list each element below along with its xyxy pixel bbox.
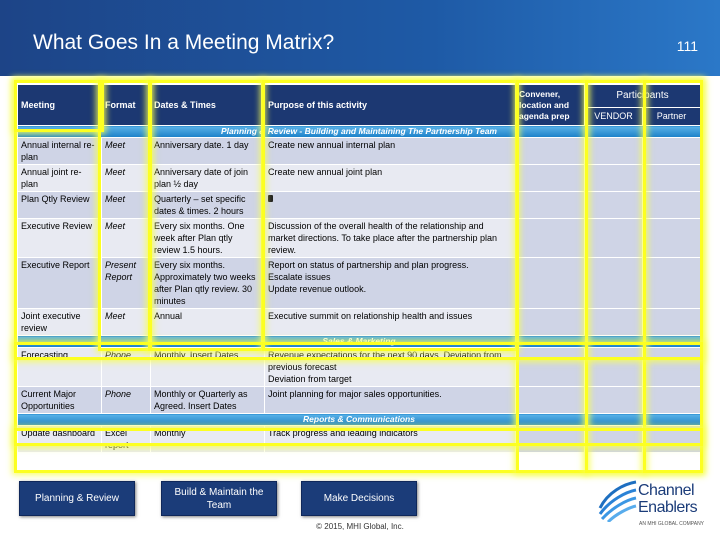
cell-purpose — [265, 192, 516, 219]
table-row — [18, 258, 701, 309]
purpose-line: Deviation from target — [268, 374, 352, 384]
cell-purpose — [265, 258, 516, 309]
cell-dates: Anniversary date of join plan ½ day — [151, 165, 265, 192]
table-row — [18, 219, 701, 258]
cell-purpose: Joint planning for major sales opportunities. — [265, 387, 516, 414]
cell-dates: Anniversary date. 1 day — [151, 138, 265, 165]
cell-dates: Annual — [151, 309, 265, 336]
cell-format: Phone — [102, 348, 151, 387]
cell-meeting: Executive Review — [18, 219, 102, 258]
cell-meeting: Update dashboard — [18, 426, 102, 453]
logo-wordmark: Channel Enablers — [638, 482, 698, 516]
cursor-icon — [268, 195, 273, 202]
purpose-line: Report on status of partnership and plan progress. — [268, 260, 469, 270]
header-meeting: Meeting — [18, 85, 102, 126]
header-dates: Dates & Times — [151, 85, 265, 126]
header-partner: Partner — [643, 107, 701, 125]
cell-format: Meet — [102, 219, 151, 258]
cell-format: Meet — [102, 138, 151, 165]
copyright-text: © 2015, MHI Global, Inc. — [316, 522, 404, 531]
cell-purpose — [265, 348, 516, 387]
table-row — [18, 426, 701, 453]
cell-format: Meet — [102, 165, 151, 192]
cell-meeting: Forecasting — [18, 348, 102, 387]
cell-format: Present Report — [102, 258, 151, 309]
cell-meeting: Joint executive review — [18, 309, 102, 336]
cell-meeting: Current Major Opportunities — [18, 387, 102, 414]
table-row — [18, 309, 701, 336]
meeting-matrix-table — [17, 84, 700, 470]
table-row — [18, 165, 701, 192]
cell-dates: Every six months. Approximately two weeks after Plan qtly review. 30 minutes — [151, 258, 265, 309]
cell-dates: Quarterly – set specific dates & times. 2 hours — [151, 192, 265, 219]
logo-tagline: AN MHI GLOBAL COMPANY — [639, 521, 705, 527]
purpose-line: Revenue expectations for the next 90 days. Deviation from previous forecast — [268, 350, 502, 372]
cell-purpose: Create new annual joint plan — [265, 165, 516, 192]
section-sales-marketing: Sales & Marketing — [18, 336, 701, 348]
cell-format: Phone — [102, 387, 151, 414]
header-purpose: Purpose of this activity — [265, 85, 516, 126]
cell-purpose: Discussion of the overall health of the relationship and market directions. To take place after the partnership plan review. — [265, 219, 516, 258]
table-row — [18, 192, 701, 219]
cell-dates: Monthly — [151, 426, 265, 453]
header-vendor: VENDOR — [585, 107, 643, 125]
cell-purpose: Track progress and leading indicators — [265, 426, 516, 453]
cell-dates: Monthly or Quarterly as Agreed. Insert Dates — [151, 387, 265, 414]
make-decisions-button[interactable]: Make Decisions — [301, 481, 417, 516]
slide-title: What Goes In a Meeting Matrix? — [33, 31, 335, 54]
header-convener: Convener, location and agenda prep — [516, 85, 585, 126]
table-row — [18, 138, 701, 165]
cell-meeting: Plan Qtly Review — [18, 192, 102, 219]
cell-format: Meet — [102, 309, 151, 336]
cell-meeting: Annual internal re-plan — [18, 138, 102, 165]
section-planning-review: Planning & Review - Building and Maintaining The Partnership Team — [18, 126, 701, 138]
header-participants: Participants — [585, 85, 701, 108]
purpose-line: Escalate issues — [268, 272, 331, 282]
section-reports-communications: Reports & Communications — [18, 414, 701, 426]
build-maintain-team-button[interactable]: Build & Maintain the Team — [161, 481, 277, 516]
slide-number: 111 — [676, 38, 698, 54]
channel-enablers-logo — [598, 478, 708, 530]
cell-purpose: Executive summit on relationship health and issues — [265, 309, 516, 336]
planning-review-button[interactable]: Planning & Review — [19, 481, 135, 516]
cell-format: Meet — [102, 192, 151, 219]
cell-purpose: Create new annual internal plan — [265, 138, 516, 165]
cell-meeting: Executive Report — [18, 258, 102, 309]
cell-dates: Every six months. One week after Plan qtly review 1.5 hours. — [151, 219, 265, 258]
cell-format: Excel report — [102, 426, 151, 453]
cell-meeting: Annual joint re-plan — [18, 165, 102, 192]
globe-lines-icon — [598, 478, 638, 522]
table-row — [18, 348, 701, 387]
table-row — [18, 387, 701, 414]
purpose-line: Update revenue outlook. — [268, 284, 367, 294]
header-format: Format — [102, 85, 151, 126]
cell-dates: Monthly. Insert Dates. — [151, 348, 265, 387]
